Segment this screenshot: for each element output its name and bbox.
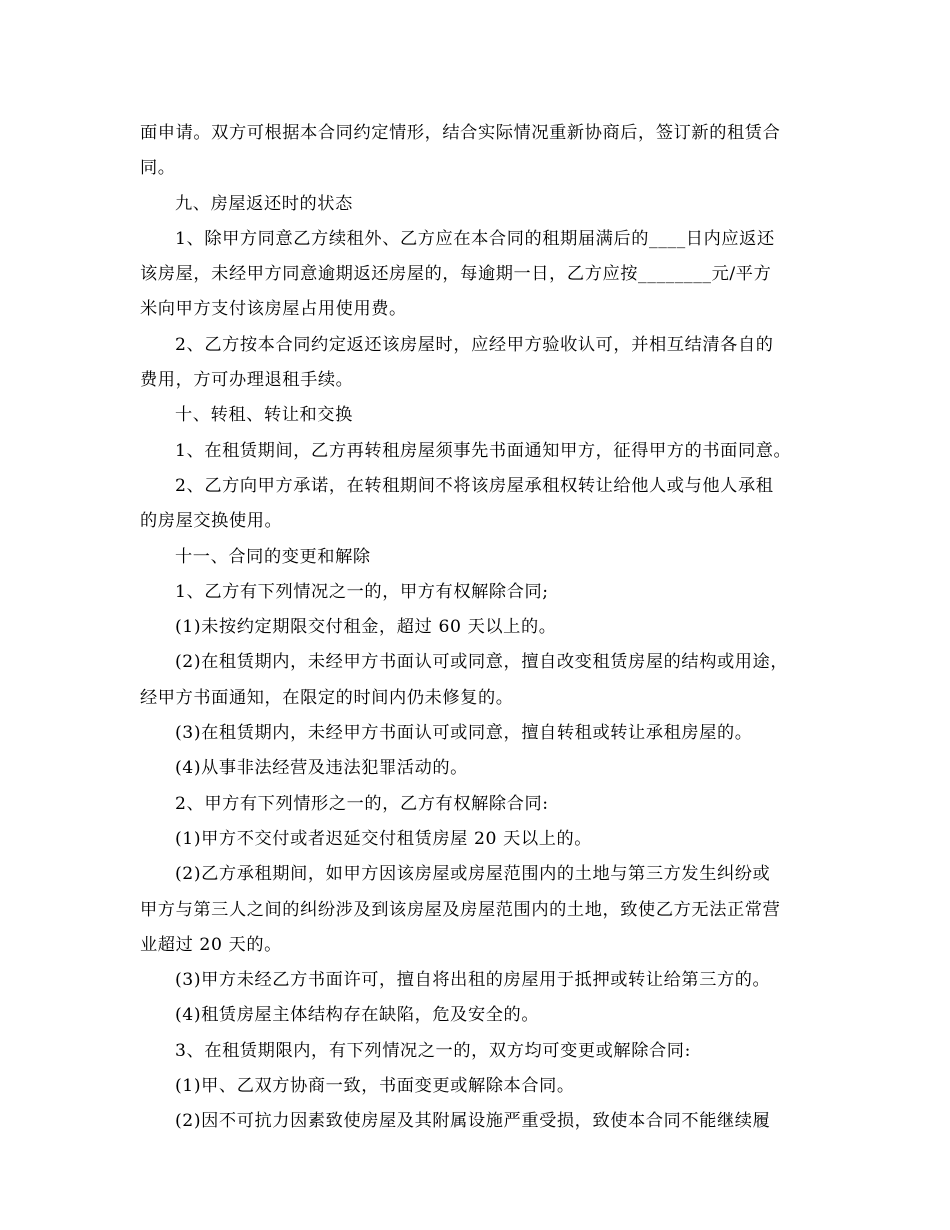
list-item: (4)从事非法经营及违法犯罪活动的。	[175, 758, 468, 779]
text-line: 3、在租赁期限内，有下列情况之一的，双方均可变更或解除合同:	[175, 1040, 691, 1061]
list-item: (2)乙方承租期间，如甲方因该房屋或房屋范围内的土地与第三方发生纠纷或	[175, 864, 771, 885]
list-item: (4)租赁房屋主体结构存在缺陷，危及安全的。	[175, 1005, 540, 1026]
text-line: 业超过 20 天的。	[140, 934, 282, 955]
document-body	[140, 116, 812, 1140]
list-item: (1)甲、乙双方协商一致，书面变更或解除本合同。	[175, 1076, 575, 1097]
list-item: (2)在租赁期内，未经甲方书面认可或同意，擅自改变租赁房屋的结构或用途，	[175, 652, 789, 673]
list-item: (3)甲方未经乙方书面许可，擅自将出租的房屋用于抵押或转让给第三方的。	[175, 970, 771, 991]
list-item: (1)未按约定期限交付租金，超过 60 天以上的。	[175, 617, 557, 638]
list-item: (3)在租赁期内，未经甲方书面认可或同意，擅自转租或转让承租房屋的。	[175, 723, 753, 744]
text-line: 同。	[140, 158, 176, 179]
text-line: 甲方与第三人之间的纠纷涉及到该房屋及房屋范围内的土地，致使乙方无法正常营	[140, 899, 781, 920]
text-line: 的房屋交换使用。	[140, 511, 283, 532]
text-line: 2、乙方向甲方承诺，在转租期间不将该房屋承租权转让给他人或与他人承租	[175, 475, 774, 496]
section-heading: 九、房屋返还时的状态	[175, 193, 353, 214]
text-line: 2、乙方按本合同约定返还该房屋时，应经甲方验收认可，并相互结清各自的	[175, 334, 774, 355]
section-heading: 十、转租、转让和交换	[175, 405, 353, 426]
text-line: 1、除甲方同意乙方续租外、乙方应在本合同的租期届满后的____日内应返还	[175, 228, 775, 249]
list-item: (1)甲方不交付或者迟延交付租赁房屋 20 天以上的。	[175, 828, 593, 849]
text-line: 1、乙方有下列情况之一的，甲方有权解除合同;	[175, 581, 549, 602]
list-item: (2)因不可抗力因素致使房屋及其附属设施严重受损，致使本合同不能继续履	[175, 1111, 771, 1132]
text-line: 米向甲方支付该房屋占用使用费。	[140, 299, 407, 320]
text-line: 1、在租赁期间，乙方再转租房屋须事先书面通知甲方，征得甲方的书面同意。	[175, 440, 792, 461]
text-line: 面申请。双方可根据本合同约定情形，结合实际情况重新协商后，签订新的租赁合	[140, 123, 781, 143]
text-line: 该房屋，未经甲方同意逾期返还房屋的，每逾期一日，乙方应按________元/平方	[140, 264, 772, 285]
text-line: 经甲方书面通知，在限定的时间内仍未修复的。	[140, 687, 514, 708]
section-heading: 十一、合同的变更和解除	[175, 546, 371, 567]
text-line: 费用，方可办理退租手续。	[140, 370, 354, 391]
text-line: 2、甲方有下列情形之一的，乙方有权解除合同:	[175, 793, 549, 814]
